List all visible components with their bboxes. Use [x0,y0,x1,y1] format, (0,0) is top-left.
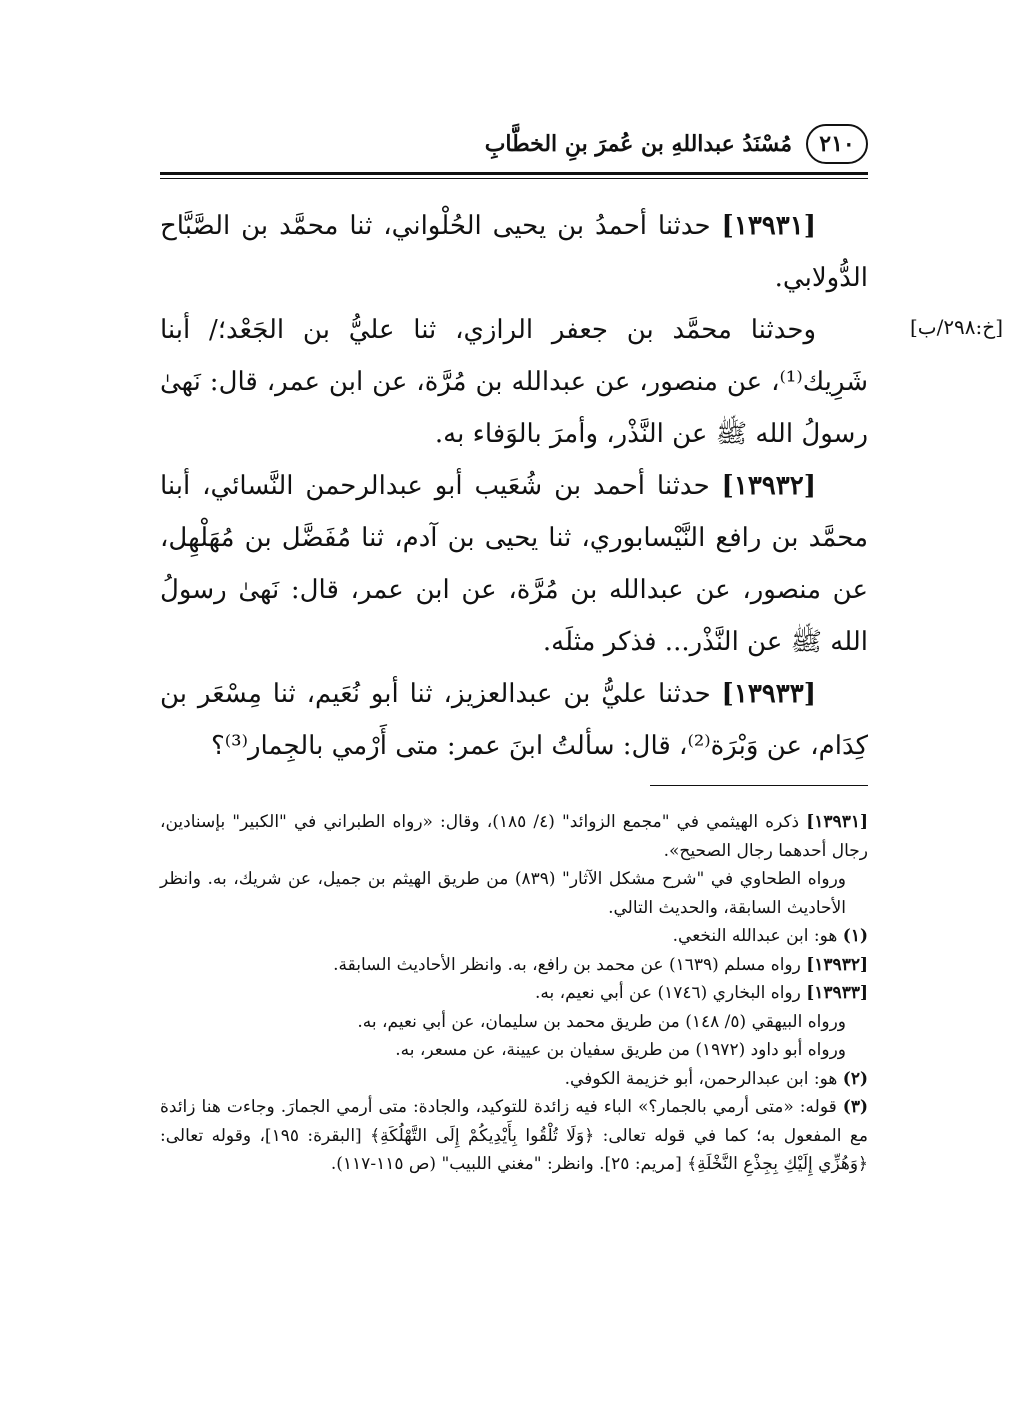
note-13931 [160,808,868,865]
hadith-13933 [160,668,868,772]
footnote-text: هو: ابن عبدالله النخعي. [672,926,843,946]
hadith-13931-chain: وحدثنا محمَّد بن جعفر الرازي، ثنا عليُّ بن الجَعْد؛/ أبنا شَرِيك⁽¹⁾، عن منصور، عن عبدالله بن مُرَّة، عن ابن عمر، قال: نَهىٰ رسولُ الله ﷺ عن النَّذْر، وأمرَ بالوَفاء به. [160,315,868,449]
footnote-separator [650,785,868,786]
footnotes [160,808,868,1179]
footnote-text: هو: ابن عبدالرحمن، أبو خزيمة الكوفي. [564,1068,843,1089]
note-13933-c: ورواه أبو داود (١٩٧٢) من طريق سفيان بن عيينة، عن مسعر، به. [395,1040,846,1060]
footnote-2 [160,1065,868,1094]
footnote-3 [160,1093,868,1179]
note-13933 [160,979,868,1008]
footnote-number: (٣) [842,1097,868,1117]
page-number: ٢١٠ [806,124,868,164]
header-rule-thin [160,178,868,179]
main-text [160,200,868,772]
hadith-text: حدثنا أحمدُ بن يحيى الحُلْواني، ثنا محمَّد بن الصَّبَّاح الدُّولابي. [160,211,868,293]
hadith-text: حدثنا أحمد بن شُعَيب أبو عبدالرحمن النَّسائي، أبنا محمَّد بن رافع النَّيْسابوري، ثنا يحيى بن آدم، ثنا مُفَضَّل بن مُهَلْهِل، عن منصور، عن عبدالله بن مُرَّة، عن ابن عمر، قال: نَهىٰ رسولُ الله ﷺ عن النَّذْر... فذكر مثلَه. [160,471,868,657]
note-13931-b: ورواه الطحاوي في "شرح مشكل الآثار" (٨٣٩) من طريق الهيثم بن جميل، عن شريك، به. وانظر الأحاديث السابقة، والحديث التالي. [160,869,846,918]
note-number: [١٣٩٣٢] [806,954,868,975]
footnote-number: (٢) [842,1068,868,1089]
manuscript-margin-note: [خ:٢٩٨/ب] [909,315,1003,339]
hadith-number: [١٣٩٣٢] [721,471,816,501]
page-header [160,120,868,168]
hadith-13931 [160,200,868,304]
note-text: رواه البخاري (١٧٤٦) عن أبي نعيم، به. [535,983,807,1003]
running-title: مُسْنَدُ عبداللهِ بن عُمرَ بنِ الخطَّابِ [484,131,792,157]
hadith-text: حدثنا عليُّ بن عبدالعزيز، ثنا أبو نُعَيم، ثنا مِسْعَر بن كِدَام، عن وَبْرَة⁽²⁾، قال: سألتُ ابنَ عمر: متى أَرْمي بالجِمار⁽³⁾؟ [160,679,868,761]
note-text: ذكره الهيثمي في "مجمع الزوائد" (٤/ ١٨٥)، وقال: «رواه الطبراني في "الكبير" بإسنادين، رجال أحدهما رجال الصحيح». [160,812,868,861]
note-number: [١٣٩٣١] [806,812,868,832]
footnote-1 [160,922,868,951]
hadith-13932 [160,460,868,668]
note-text: رواه مسلم (١٦٣٩) عن محمد بن رافع، به. وانظر الأحاديث السابقة. [333,954,807,975]
header-rule-thick [160,172,868,175]
note-13932 [160,951,868,980]
hadith-number: [١٣٩٣٣] [721,679,816,709]
footnote-text: قوله: «متى أرمي بالجمار؟» الباء فيه زائدة للتوكيد، والجادة: متى أرمي الجمارَ. وجاءت هنا زائدة مع المفعول به؛ كما في قوله تعالى: ﴿وَلَا تُلْقُوا بِأَيْدِيكُمْ إِلَى التَّهْلُكَةِ﴾ [البقرة: ١٩٥]، وقوله تعالى: ﴿وَهُزِّي إِلَيْكِ بِجِذْعِ النَّخْلَةِ﴾ [مريم: ٢٥]. وانظر: "مغني اللبيب" (ص ١١٥-١١٧). [160,1097,869,1174]
footnote-number: (١) [842,926,868,946]
note-13933-b: ورواه البيهقي (٥/ ١٤٨) من طريق محمد بن سليمان، عن أبي نعيم، به. [357,1011,846,1032]
hadith-number: [١٣٩٣١] [721,211,816,241]
note-number: [١٣٩٣٣] [806,983,868,1003]
